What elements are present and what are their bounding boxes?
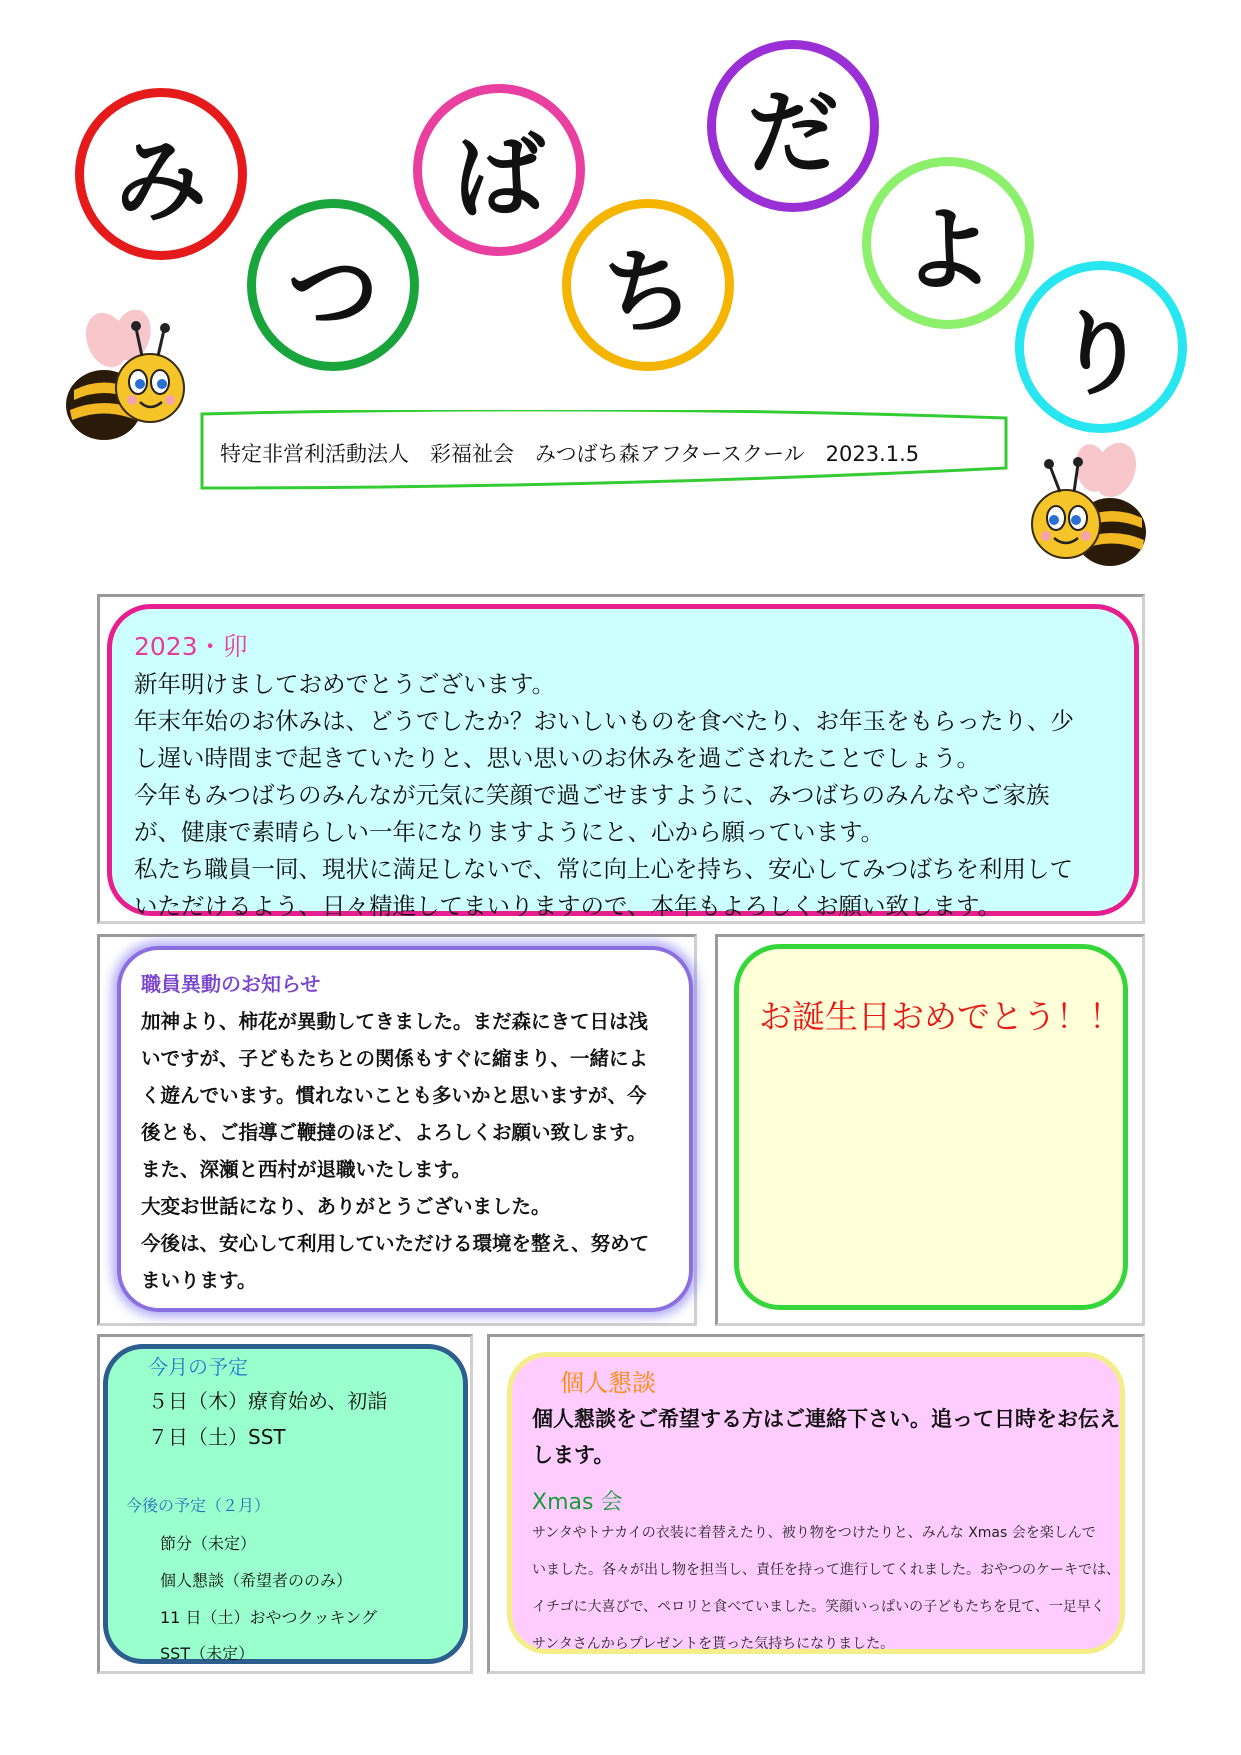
this-month-title: 今月の予定 [148, 1355, 248, 1379]
title-char-chi: ち [562, 199, 734, 371]
xmas-line: イチゴに大喜びで、ペロリと食べていました。笑顔いっぱいの子どもたちを見て、一足早く [532, 1599, 1105, 1615]
title-char-ri: り [1015, 261, 1187, 433]
greeting-line: 年末年始のお休みは、どうでしたか？おいしいものを食べたり、お年玉をもらったり、少 [134, 707, 1074, 735]
title-char-tsu: つ [247, 199, 419, 371]
staff-line: 大変お世話になり、ありがとうございました。 [141, 1195, 551, 1218]
future-item: 11 日（土）おやつクッキング [160, 1608, 377, 1627]
greeting-line: し遅い時間まで起きていたりと、思い思いのお休みを過ごされたことでしょう。 [134, 744, 980, 772]
this-month-item: ５日（木）療育始め、初詣 [148, 1389, 388, 1413]
xmas-line: サンタさんからプレゼントを貰った気持ちになりました。 [532, 1636, 895, 1652]
staff-line: 今後は、安心して利用していただける環境を整え、努めて [141, 1232, 650, 1255]
future-item: 節分（未定） [160, 1534, 257, 1553]
greeting-panel [107, 604, 1139, 920]
title-char-yo: よ [862, 157, 1034, 329]
birthday-panel [734, 944, 1128, 1310]
staff-line: 後とも、ご指導ご鞭撻のほど、よろしくお願い致します。 [141, 1121, 647, 1144]
xmas-line: いました。各々が出し物を担当し、責任を持って進行してくれました。おやつのケーキでは、 [532, 1562, 1120, 1578]
staff-line: いですが、子どもたちとの関係もすぐに縮まり、一緒によ [141, 1047, 649, 1070]
staff-title: 職員異動のお知らせ [141, 972, 321, 996]
staff-line: また、深瀬と西村が退職いたします。 [141, 1158, 471, 1181]
greeting-line: 今年もみつばちのみんなが元気に笑顔で過ごせますように、みつばちのみんなやご家族 [134, 781, 1050, 809]
greeting-line: いただけるよう、日々精進してまいりますので、本年もよろしくお願い致します。 [134, 892, 1002, 920]
meeting-line: 個人懇談をご希望する方はご連絡下さい。追って日時をお伝え [532, 1407, 1120, 1431]
this-month-item: ７日（土）SST [148, 1425, 286, 1449]
org-line: 特定非営利活動法人 彩福祉会 みつばち森アフタースクール 2023.1.5 [220, 442, 920, 466]
schedule-panel [103, 1344, 468, 1664]
greeting-line: が、健康で素晴らしい一年になりますようにと、心から願っています。 [134, 818, 885, 846]
title-char-mi: み [75, 88, 247, 260]
meeting-line: します。 [532, 1443, 615, 1467]
meeting-panel [507, 1352, 1125, 1654]
birthday-title: お誕生日おめでとう！！ [759, 997, 1122, 1036]
title-char-da: だ [707, 40, 879, 212]
greeting-line: 新年明けましておめでとうございます。 [134, 670, 556, 698]
xmas-line: サンタやトナカイの衣装に着替えたり、被り物をつけたりと、みんな Xmas 会を楽しんで [532, 1525, 1096, 1541]
xmas-title: Xmas 会 [532, 1490, 623, 1515]
meeting-title: 個人懇談 [560, 1369, 656, 1397]
bee-left-icon [62, 310, 192, 455]
staff-line: く遊んでいます。慣れないことも多いかと思いますが、今 [141, 1084, 647, 1107]
staff-panel [117, 946, 693, 1312]
future-item: SST（未定） [160, 1644, 255, 1663]
staff-line: まいります。 [141, 1269, 257, 1292]
greeting-title: 2023・卯 [134, 632, 248, 661]
title-char-ba: ば [413, 84, 585, 256]
future-item: 個人懇談（希望者ののみ） [160, 1571, 353, 1590]
greeting-line: 私たち職員一同、現状に満足しないで、常に向上心を持ち、安心してみつばちを利用して [134, 855, 1074, 883]
bee-right-icon [1020, 440, 1150, 580]
future-title: 今後の予定（２月） [126, 1496, 271, 1515]
staff-line: 加神より、柿花が異動してきました。まだ森にきて日は浅 [141, 1010, 649, 1033]
org-banner [200, 410, 1008, 490]
